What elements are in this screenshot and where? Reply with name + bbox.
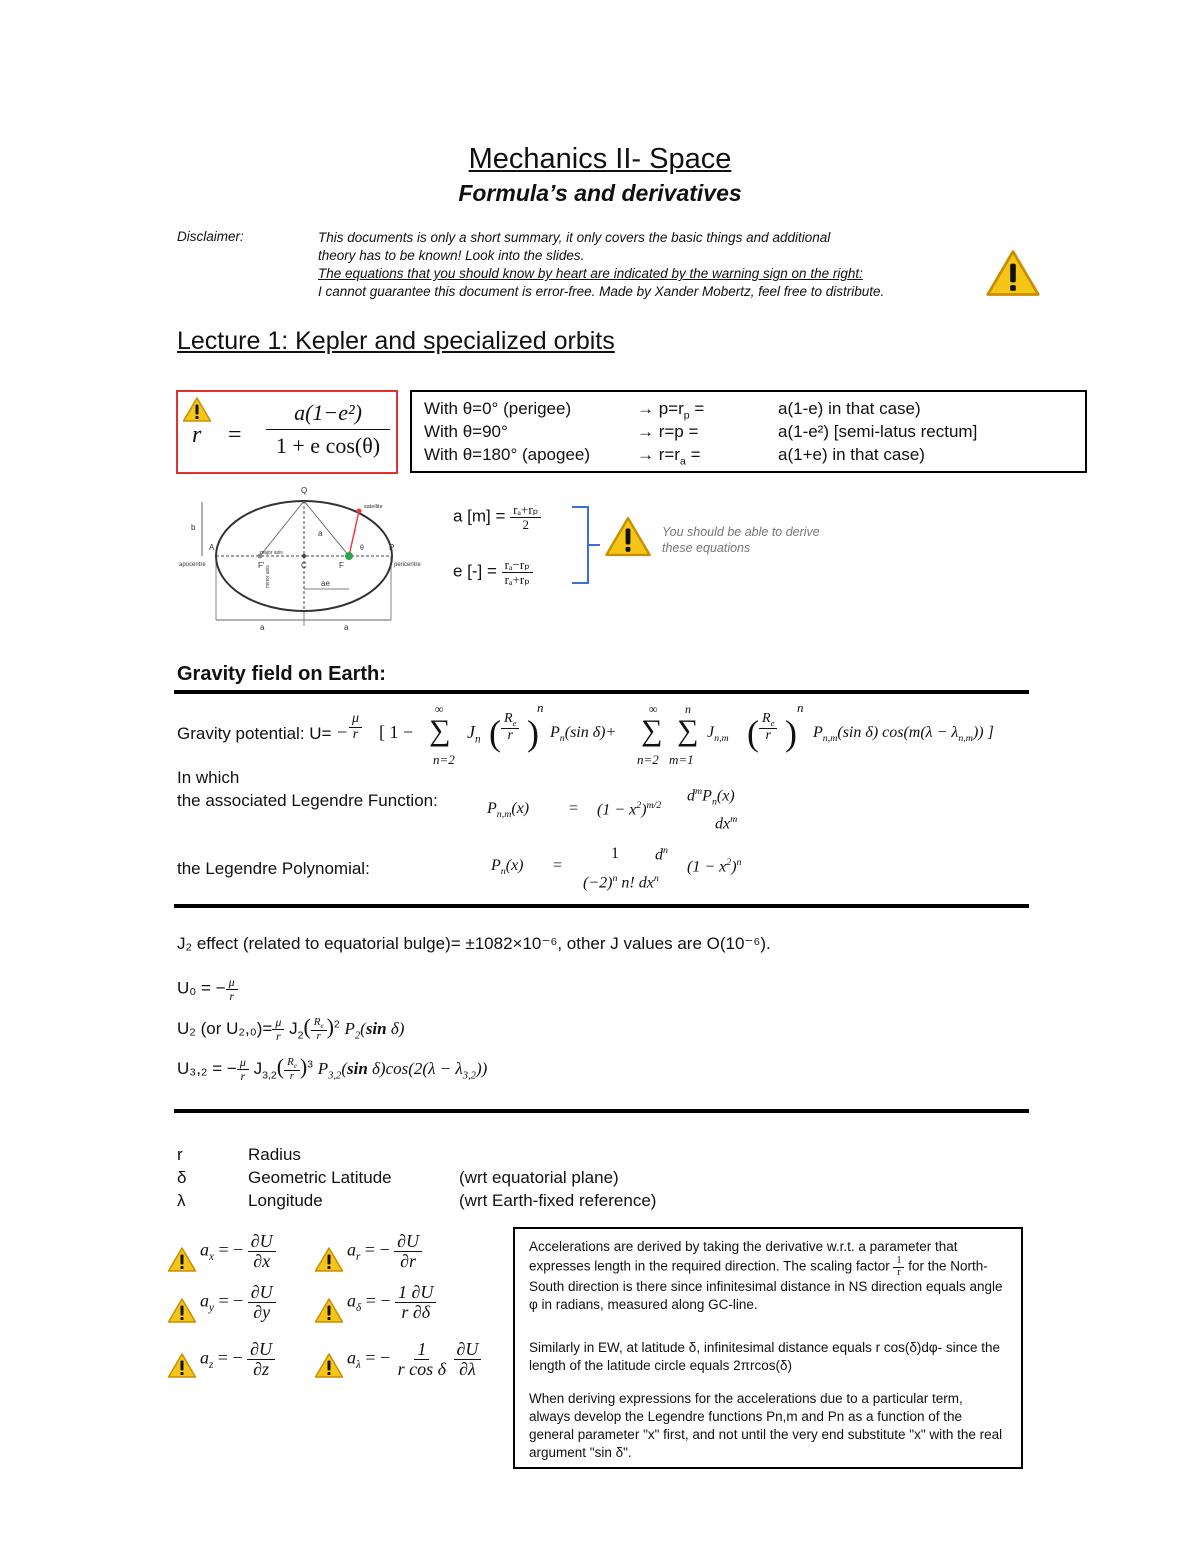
disclaimer-label: Disclaimer: — [177, 229, 244, 244]
orbit-fraction — [266, 400, 390, 459]
orbit-ellipse-diagram — [176, 484, 421, 634]
case-result: a(1-e²) [semi-latus rectum] — [778, 422, 978, 441]
gravity-heading: Gravity field on Earth: — [177, 663, 386, 685]
warning-icon — [167, 1246, 197, 1273]
legendre-poly-formula: $P_n(x)$ = 1 $(-2)^n$ n! $dx^n$ $d^n$ $(1 - x^2)^n$ — [491, 845, 742, 892]
divider — [174, 690, 1029, 694]
label-a-left: a — [260, 623, 265, 632]
gravity-potential-formula: − $\frac{\mu}{r}$ [ 1 − ∞ ∑ n=2 $J_n$ ( $\frac{R_e}{r}$ ) n $P_n(\sin$ δ)+ ∞ ∑ n=2 n ∑ m=1 $J_{n,m}$ ( $\frac{R_e}{r}$ ) n $P_{n,m}(\sin$ δ) $\cos(m(\lambda - \lambda_{n,m}))$ ] — [337, 700, 994, 767]
case-result: a(1+e) in that case) — [778, 445, 925, 464]
disclaimer-line: The equations that you should know by heart are indicated by the warning sign on the right: — [318, 266, 863, 281]
acceleration-note-box — [513, 1227, 1023, 1469]
label-P: P — [389, 543, 395, 552]
label-Q: Q — [301, 486, 308, 495]
label-minor-axis: minor axis — [265, 565, 271, 588]
label-F: F — [339, 561, 344, 570]
note-paragraph-3: When deriving expressions for the accelerations due to a particular term, always develop the Legendre functions Pn,m and Pn as a function of the general parameter "x" first, and not until the very end substitute "x" with the real argument "sin δ". — [529, 1391, 1003, 1460]
accel-z-eq: $a_z$ = − $\frac{\partial U}{\partial z}$ — [200, 1340, 275, 1379]
label-a-inner: a — [318, 529, 323, 538]
label-Fprime: F' — [258, 561, 265, 570]
orbit-r: r — [192, 422, 202, 448]
label-apocentre: apocentre — [179, 562, 206, 568]
label-pericentre: pericentre — [394, 562, 421, 568]
divider — [174, 1109, 1029, 1113]
lecture-heading: Lecture 1: Kepler and specialized orbits — [177, 327, 615, 355]
derive-note: You should be able to derive these equations — [662, 525, 820, 555]
legendre-poly-label: the Legendre Polynomial: — [177, 859, 370, 878]
disclaimer-line: theory has to be known! Look into the slides. — [318, 248, 585, 263]
orbit-equation-box — [176, 390, 398, 474]
assoc-legendre-formula: $P_{n,m}(x)$ = $(1 - x^2)^{m/2}$ $d^mP_n(x)$ $dx^m$ — [487, 786, 738, 833]
accel-lambda-eq: $a_\lambda$ = − $\frac{1}{\text{r cos δ}}$ $\frac{\partial U}{\partial\lambda}$ — [347, 1340, 481, 1379]
case-arrow: → $r=r_a$ = — [637, 445, 701, 468]
warning-icon — [167, 1297, 197, 1324]
case-row — [424, 422, 508, 442]
semi-major-axis-eq: a [m] = $\frac{\text{rₐ+rₚ}}{2}$ — [453, 503, 541, 531]
label-satellite: satellite — [364, 504, 383, 510]
divider — [174, 904, 1029, 908]
case-condition: With θ=180° (apogee) — [424, 445, 591, 464]
label-a-right: a — [344, 623, 349, 632]
warning-icon — [314, 1297, 344, 1324]
warning-icon — [985, 248, 1041, 298]
case-arrow: → r=p = — [637, 422, 699, 441]
disclaimer-line: I cannot guarantee this document is error-free. Made by Xander Mobertz, feel free to distribute. — [318, 284, 885, 299]
warning-icon — [182, 396, 212, 423]
cases-box — [410, 390, 1087, 473]
page-title: Mechanics II- Space — [468, 143, 732, 175]
case-result: a(1-e) in that case) — [778, 399, 921, 418]
accel-r-eq: $a_r$ = − $\frac{\partial U}{\partial r}$ — [347, 1232, 422, 1271]
eccentricity-eq: e [-] = $\frac{\text{rₐ−rₚ}}{\text{rₐ+rₚ}}$ — [453, 558, 533, 586]
assoc-legendre-label: the associated Legendre Function: — [177, 791, 438, 810]
accel-y-eq: $a_y$ = − $\frac{\partial U}{\partial y}$ — [200, 1283, 276, 1322]
orbit-denominator: 1 + e cos(θ) — [275, 433, 381, 458]
bracket-icon — [568, 505, 602, 585]
label-C: C — [301, 561, 307, 570]
page-subtitle: Formula’s and derivatives — [458, 180, 742, 206]
warning-icon — [314, 1352, 344, 1379]
label-b: b — [191, 523, 196, 532]
label-r: r — [354, 529, 357, 536]
accel-x-eq: $a_x$ = − $\frac{\partial U}{\partial x}$ — [200, 1232, 276, 1271]
label-ae: ae — [321, 579, 330, 588]
note-paragraph-1: Accelerations are derived by taking the derivative w.r.t. a parameter that expresses length in the required direction. The scaling factor $\frac{1}{r}$ for the North-South direction is there since infinitesimal distance in NS direction equals angle φ in radians, measured along GC-line. — [529, 1239, 1003, 1312]
label-A: A — [209, 543, 215, 552]
note-paragraph-2: Similarly in EW, at latitude δ, infinitesimal distance equals r cos(δ)dφ- since the length of the latitude circle equals 2πrcos(δ) — [529, 1340, 1000, 1373]
in-which-label: In which — [177, 768, 240, 787]
label-theta: θ — [360, 545, 364, 552]
disclaimer-text — [318, 229, 884, 301]
warning-icon — [604, 515, 652, 558]
j2-effect-text: J₂ effect (related to equatorial bulge)= ±1082×10⁻⁶, other J values are O(10⁻⁶). — [177, 934, 771, 953]
u32-equation: U₃,₂ = − $\frac{\mu}{r}$ $J_{3,2}$( $\frac{R_e}{r}$ )$^3$ $P_{3,2}(\sin$ $\delta)\cos(2(\lambda - \lambda_{3,2}))$ — [177, 1054, 488, 1084]
warning-icon — [167, 1352, 197, 1379]
u0-equation: U₀ = − $\frac{\mu}{r}$ — [177, 976, 238, 1002]
disclaimer-line: This documents is only a short summary, it only covers the basic things and additional — [318, 230, 831, 245]
case-condition: With θ=90° — [424, 422, 508, 441]
case-row — [424, 399, 571, 419]
orbit-equals: = — [228, 422, 242, 448]
label-major-axis: major axis — [260, 550, 283, 556]
u2-equation: U₂ (or U₂,₀)= $\frac{\mu}{r}$ $J_2$( $\frac{R_e}{r}$ )$^2$ $P_2(\sin$ δ) — [177, 1014, 405, 1044]
warning-icon — [314, 1246, 344, 1273]
case-arrow: → $p=r_p$ = — [637, 399, 705, 422]
case-condition: With θ=0° (perigee) — [424, 399, 572, 418]
accel-delta-eq: $a_\delta$ = − $\frac{1 \partial U}{r \partial\delta}$ — [347, 1283, 436, 1322]
case-row — [424, 445, 590, 465]
gravity-potential-label: Gravity potential: U= — [177, 724, 332, 743]
orbit-numerator: a(1−e²) — [266, 400, 390, 430]
